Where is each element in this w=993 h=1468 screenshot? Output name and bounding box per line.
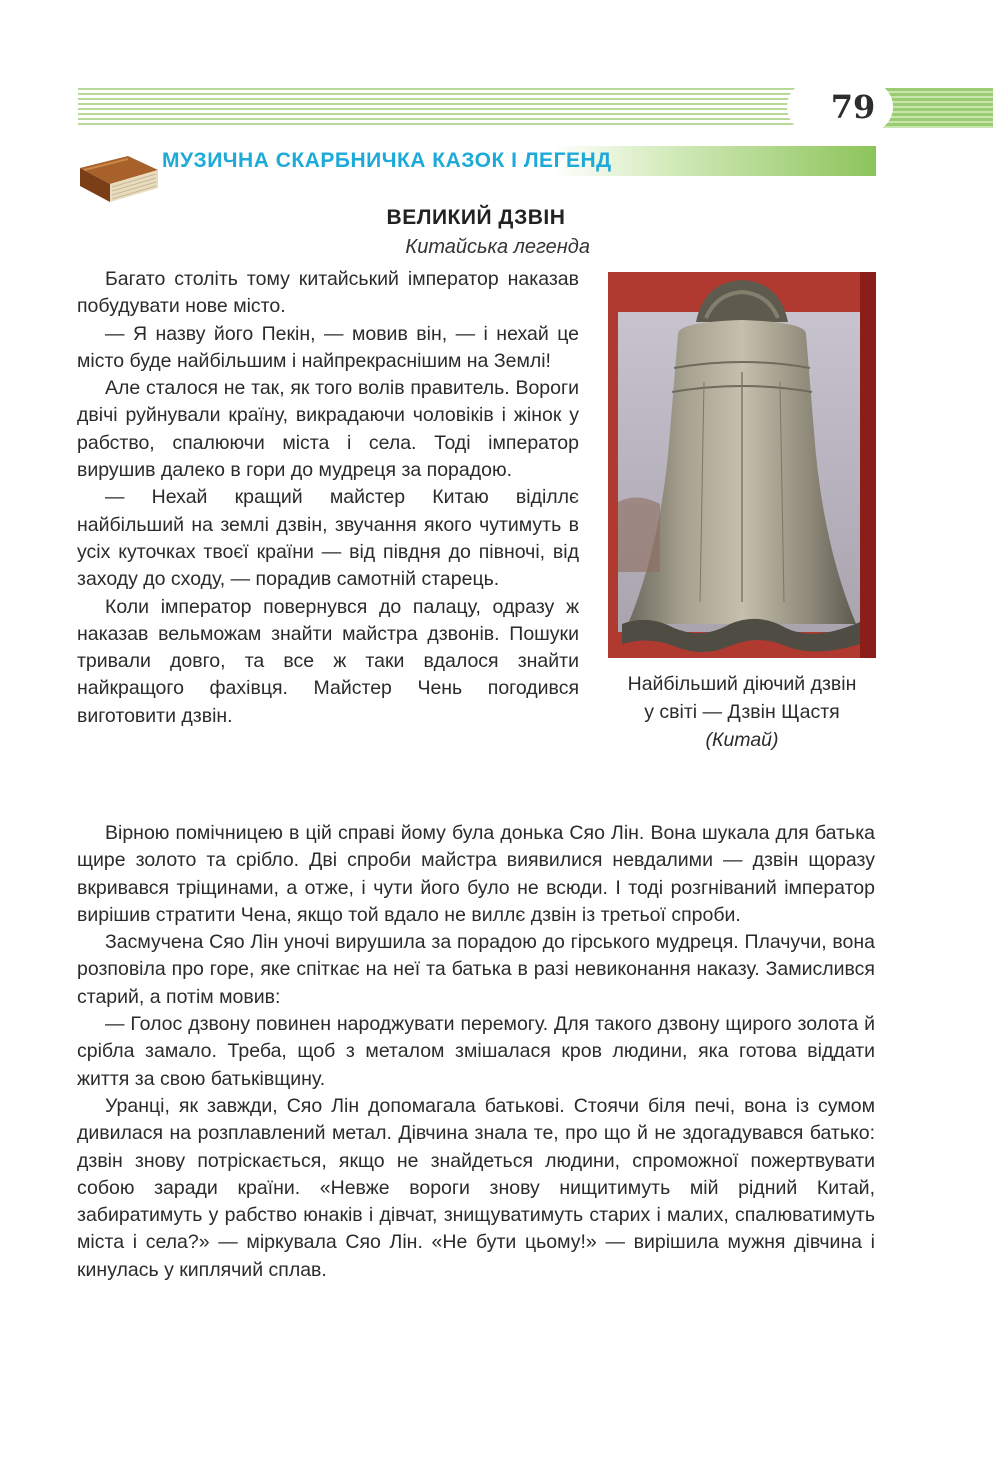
paragraph: Засмучена Сяо Лін уночі вирушила за порадою до гірського мудреця. Плачучи, вона розповіла про горе, яке спіткає на неї та батька в разі невиконання наказу. Замислився старий, а потім мовив: (77, 931, 875, 1008)
bell-illustration (608, 272, 876, 658)
story-subtitle: Китайська легенда (405, 236, 590, 258)
paragraph: Багато століть тому китайський імператор наказав побудувати нове місто. (77, 268, 579, 318)
caption-line: Найбільший діючий дзвін (627, 673, 857, 695)
paragraph: — Я назву його Пекін, — мовив він, — і нехай це місто буде найбільшим і найпрекраснішим на Землі! (77, 322, 579, 372)
caption-line: (Китай) (705, 729, 779, 751)
bell-photo (608, 272, 876, 658)
page-number: 79 (830, 88, 876, 126)
paragraph: Вірною помічницею в цій справі йому була донька Сяо Лін. Вона шукала для батька щире золото та срібло. Дві спроби майстра виявилися невдалими — дзвін щоразу вкривався тріщинами, а отже, і чути його було не всюди. І тоді розгніваний імператор вирішив стратити Чена, якщо той вдало не виллє дзвін із третьої спроби. (77, 822, 875, 926)
story-title: ВЕЛИКИЙ ДЗВІН (386, 206, 566, 229)
paragraph: Уранці, як завжди, Сяо Лін допомагала батькові. Стоячи біля печі, вона із сумом дивилася на розплавлений метал. Дівчина знала те, про що й не здогадувався батько: дзвін знову потріскається, якщо не знайдеться людини, спроможної пожертвувати собою заради країни. «Невже вороги знову нищитимуть мій рідний Китай, забиратимуть у рабство юнаків і дівчат, знищуватимуть старих і малих, спалюватимуть міста і села?» — міркувала Сяо Лін. «Не бути цьому!» — вирішила мужня дівчина і кинулась у киплячий сплав. (77, 1094, 875, 1281)
header-stripes (78, 88, 878, 128)
book-icon (76, 148, 160, 206)
paragraph: — Голос дзвону повинен народжувати перемогу. Для такого дзвону щирого золота й срібла замало. Треба, щоб з металом змішалася кров людини, яка готова віддати життя за свою батьківщину. (77, 1013, 875, 1090)
section-title: МУЗИЧНА СКАРБНИЧКА КАЗОК І ЛЕГЕНД (162, 149, 612, 172)
story-column-text (77, 266, 579, 730)
figure-caption (604, 670, 880, 754)
caption-line: у світі — Дзвін Щастя (644, 701, 840, 723)
paragraph: — Нехай кращий майстер Китаю віділлє найбільший на землі дзвін, звучання якого чутимуть в усіх куточках твоєї країни — від півдня до півночі, від заходу до сходу, — порадив самотній старець. (77, 486, 579, 591)
paragraph: Але сталося не так, як того волів правитель. Вороги двічі руйнували країну, викрадаючи чоловіків і жінок у рабство, спалюючи міста і села. Тоді імператор вирушив далеко в гори до мудреця за порадою. (77, 377, 579, 482)
paragraph: Коли імператор повернувся до палацу, одразу ж наказав вельможам знайти майстра дзвонів. Пошуки тривали довго, та все ж таки вдалося знайти найкращого фахівця. Майстер Чень погодився виготовити дзвін. (77, 595, 579, 727)
story-full-text (77, 820, 875, 1284)
